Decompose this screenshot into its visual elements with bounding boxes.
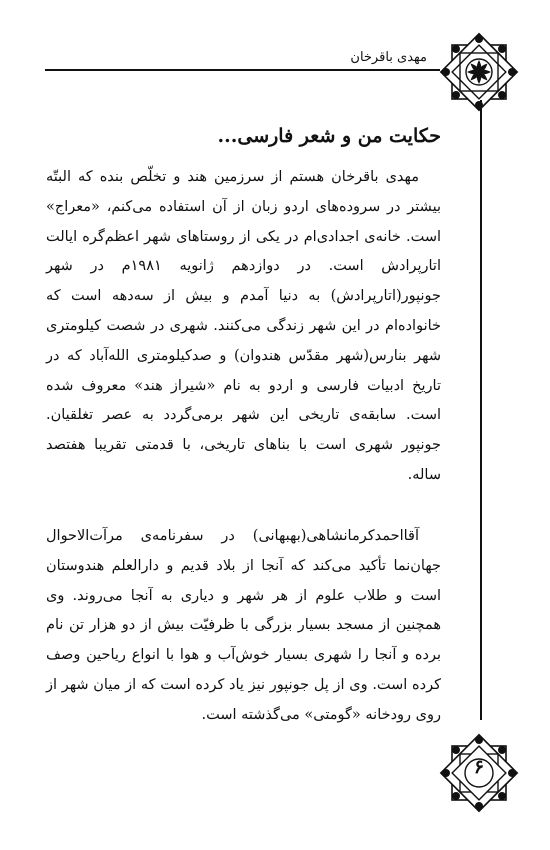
paragraph-text: مهدی باقرخان هستم از سرزمین هند و تخلّص بنده که البتّه بیشتر در سروده‌های اردو زبان از آن استفاده می‌کنم، «معراج» است. خانه‌ی اجدادی‌ام در یکی از روستاهای شهر اعظم‌گره ایالت اتارپرادش است. در دوازدهم ژانویه ۱۹۸۱م در شهر جونپور(اتارپرادش) به دنیا آمدم و بیش از سه‌دهه است که خانواده‌ام در این شهر زندگی می‌کنند. شهری در شصت کیلومتری شهر بنارس(شهر مقدّس هندوان) و صدکیلومتری الله‌آباد که در تاریخ ادبیات فارسی و اردو به نام «شیراز هند» معروف شده است. سابقه‌ی تاریخی این شهر برمی‌گردد به عصر تغلقیان. جونپور شهری است با بناهای تاریخی، با قدمتی تقریبا هفتصد ساله.	[46, 169, 441, 483]
page-number: ۶	[473, 756, 485, 778]
paragraph-2	[46, 522, 441, 731]
running-title: مهدی باقرخان	[350, 50, 427, 65]
section-heading: حکایت من و شعر فارسی...	[217, 125, 441, 147]
margin-rule	[480, 100, 482, 720]
paragraph-text: آقااحمدکرمانشاهی(بهبهانی) در سفرنامه‌ی مرآت‌الاحوال جهان‌نما تأکید می‌کند که آنجا از بلاد قدیم و دارالعلم هندوستان است و طلاب علوم از هر شهر و دیاری به آنجا می‌روند. وی همچنین از مسجد بسیار بزرگی با ظرفیّت بیش از دو هزار تن نام برده و آنجا را شهری بسیار خوش‌آب و هوا با انواع ریاحین وصف کرده است. وی از پل جونپور نیز یاد کرده است که از میان شهر از روی رودخانه «گومتی» می‌گذشته است.	[46, 528, 441, 723]
rosette-ornament-icon	[438, 31, 520, 113]
paragraph-1	[46, 163, 441, 491]
header-rule	[45, 69, 440, 71]
